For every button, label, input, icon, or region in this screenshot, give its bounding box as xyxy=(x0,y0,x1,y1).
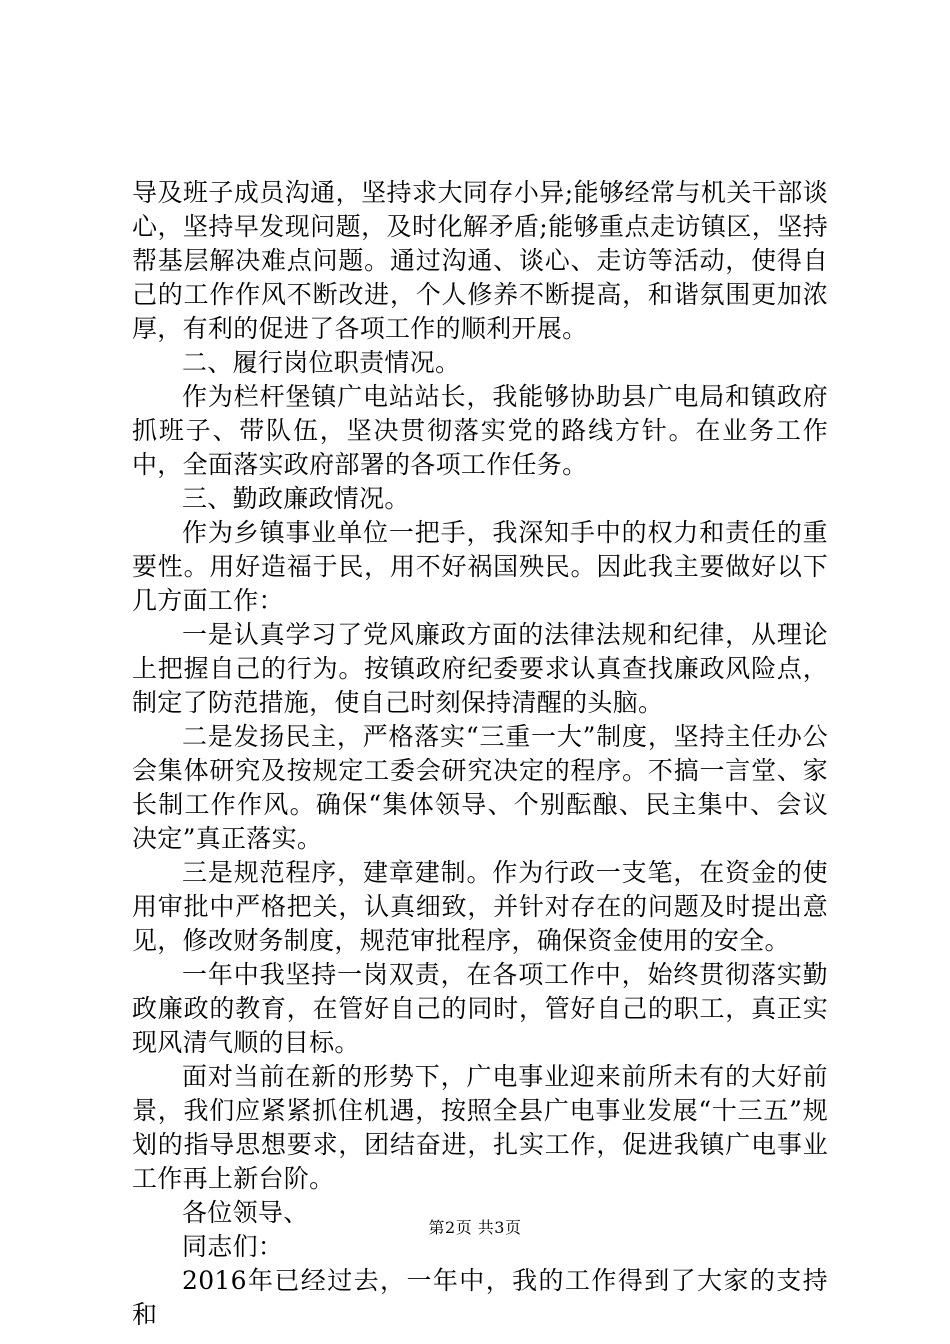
paragraph-integrity-intro: 作为乡镇事业单位一把手，我深知手中的权力和责任的重要性。用好造福于民，用不好祸国殃民。因此我主要做好以下几方面工作： xyxy=(132,518,828,615)
paragraph-duties: 作为栏杆堡镇广电站站长，我能够协助县广电局和镇政府抓班子、带队伍，坚决贯彻落实党的路线方针。在业务工作中，全面落实政府部署的各项工作任务。 xyxy=(132,382,828,479)
paragraph-point-one: 一是认真学习了党风廉政方面的法律法规和纪律，从理论上把握自己的行为。按镇政府纪委要求认真查找廉政风险点，制定了防范措施，使自己时刻保持清醒的头脑。 xyxy=(132,620,828,717)
paragraph-year-review: 2016年已经过去，一年中，我的工作得到了大家的支持和 xyxy=(132,1266,828,1329)
paragraph-point-three: 三是规范程序，建章建制。作为行政一支笔，在资金的使用审批中严格把关，认真细致，并针对存在的问题及时提出意见，修改财务制度，规范审批程序，确保资金使用的安全。 xyxy=(132,858,828,955)
salutation-leaders: 各位领导、 xyxy=(182,1198,309,1227)
page-number-footer: 第2页 共3页 xyxy=(428,1218,522,1237)
paragraph-summary: 一年中我坚持一岗双责，在各项工作中，始终贯彻落实勤政廉政的教育，在管好自己的同时，管好自己的职工，真正实现风清气顺的目标。 xyxy=(132,960,828,1057)
document-body xyxy=(132,176,828,1332)
paragraph-point-two: 二是发扬民主，严格落实“三重一大”制度，坚持主任办公会集体研究及按规定工委会研究决定的程序。不搞一言堂、家长制工作作风。确保“集体领导、个别酝酿、民主集中、会议决定”真正落实。 xyxy=(132,722,828,853)
paragraph-outlook: 面对当前在新的形势下，广电事业迎来前所未有的大好前景，我们应紧紧抓住机遇，按照全县广电事业发展“十三五”规划的指导思想要求，团结奋进，扎实工作，促进我镇广电事业工作再上新台阶。 xyxy=(132,1062,828,1193)
paragraph-continuation: 导及班子成员沟通，坚持求大同存小异;能够经常与机关干部谈心，坚持早发现问题，及时化解矛盾;能够重点走访镇区，坚持帮基层解决难点问题。通过沟通、谈心、走访等活动，使得自己的工作作风不断改进，个人修养不断提高，和谐氛围更加浓厚，有利的促进了各项工作的顺利开展。 xyxy=(132,178,828,343)
section-heading-duties: 二、履行岗位职责情况。 xyxy=(182,348,461,377)
section-heading-integrity: 三、勤政廉政情况。 xyxy=(182,484,410,513)
salutation-comrades: 同志们： xyxy=(182,1232,284,1261)
